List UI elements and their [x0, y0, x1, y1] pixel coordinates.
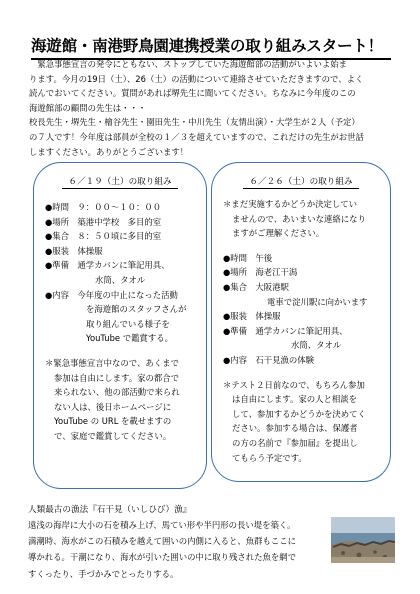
- june19-box: [33, 162, 207, 489]
- place-row: ●場所 海老江干潟: [223, 267, 298, 278]
- intro-line: の７人です！今年度は部員が全校の１／３を超えていますので、これだけの先生がお世話: [29, 131, 364, 142]
- june26-box: [211, 162, 391, 482]
- ishihibi-title: 人類最古の漁法『石干見（いしひび）漁』: [28, 505, 192, 515]
- intro-line: ります。今月の19日（土）、26（土）の活動について連絡させていただきますので、よく: [29, 73, 364, 84]
- june26-details: [223, 197, 382, 465]
- clothes-row: ●服装 体操服: [45, 245, 103, 256]
- note-line: ますがご理解ください。: [232, 228, 325, 239]
- content-row-cont: 取り組んでいる様子を: [86, 318, 170, 329]
- note-line: 参加は自由にします。家の都合で: [54, 372, 179, 383]
- prep-row: ●準備 通学カバンに筆記用具、: [223, 325, 348, 336]
- time-row: ●時間 午後: [223, 252, 273, 263]
- gather-row: ●集合 大阪港駅: [223, 281, 289, 292]
- description-line: すくったり、手づかみでとったりする。: [28, 568, 179, 579]
- prep-row-cont: 水筒、タオル: [95, 274, 146, 285]
- june26-intro-note: [223, 197, 382, 241]
- description-line: 導かれる。干潮になり、海水が引いた囲いの中に取り残された魚を網で: [28, 552, 296, 563]
- content-row-cont: を海遊館のスタッフさんが: [86, 304, 187, 315]
- june19-heading: ６／１９（土）の取り組み: [34, 175, 206, 189]
- note-line: ＊まだ実施するかどうか決定してい: [223, 199, 357, 209]
- intro-line: 校長先生・堺先生・檜谷先生・園田先生・中川先生（友情出演）・大学生が２人（予定）: [29, 117, 360, 128]
- note-line: の方の名前で『参加届』を提出し: [232, 437, 358, 448]
- prep-row-cont: 水筒、タオル: [291, 340, 342, 351]
- june19-details: [45, 200, 198, 444]
- note-line: ない人は、後日ホームページに: [54, 401, 172, 412]
- note-line: で、家庭で鑑賞してください。: [54, 430, 172, 441]
- note-line: して、参加するかどうかを決めてく: [232, 408, 366, 419]
- intro-line: 読んでおいてください。質問があれば堺先生に聞いてください。ちなみに今年度のこの: [29, 88, 356, 99]
- page-title: 海遊館・南港野鳥園連携授業の取り組みスタート！: [31, 34, 391, 60]
- ishihibi-description: [28, 517, 328, 582]
- description-line: 満潮時、海水がこの石積みを越えて囲いの内側に入ると、魚群もここに: [28, 536, 296, 547]
- note-line: ませんので、あいまいな連絡になり: [232, 213, 366, 224]
- gather-row-cont: 電車で淀川駅に向かいます: [267, 296, 368, 307]
- note-line: てもらう予定です。: [232, 452, 307, 463]
- note-line: ＊テスト２日前なので、もちろん参加: [223, 379, 365, 390]
- june26-note: [223, 378, 382, 466]
- intro-line: しますください。ありがとうございます！: [29, 146, 189, 157]
- stone-weir-photo: [331, 517, 395, 563]
- note-line: ＊緊急事態宣言中なので、あくまで: [45, 357, 179, 368]
- intro-line: 緊急事態宣言の発令にともない、ストップしていた海遊館部の活動がいよいよ始ま: [29, 59, 347, 69]
- description-line: 遠浅の海岸に大小の石を積み上げ、馬てい形や半円形の長い堤を築く。: [28, 520, 296, 530]
- content-row: ●内容 今年度の中止になった活動: [45, 289, 178, 300]
- note-line: 来られない、他の部活動で来られ: [54, 387, 180, 398]
- prep-row: ●準備 通学カバンに筆記用具、: [45, 260, 170, 271]
- note-line: YouTube の URL を載せますの: [54, 416, 172, 427]
- content-row-cont: YouTube で鑑賞する。: [86, 333, 173, 344]
- note-line: は自由にします。家の人と相談を: [232, 394, 357, 405]
- clothes-row: ●服装 体操服: [223, 311, 281, 322]
- gather-row: ●集合 ８：５０頃に多目的室: [45, 231, 162, 242]
- intro-paragraph: [29, 57, 394, 159]
- june26-heading: ６／２６（土）の取り組み: [212, 175, 390, 189]
- intro-line: 海遊館部の顧問の先生は・・・: [29, 102, 147, 113]
- note-line: ださい。参加する場合は、保護者: [232, 423, 358, 434]
- place-row: ●場所 築港中学校 多目的室: [45, 216, 162, 227]
- june19-note: [45, 356, 198, 444]
- content-row: ●内容 石干見漁の体験: [223, 354, 315, 365]
- time-row: ●時間 ９：００～１０：００: [45, 202, 162, 212]
